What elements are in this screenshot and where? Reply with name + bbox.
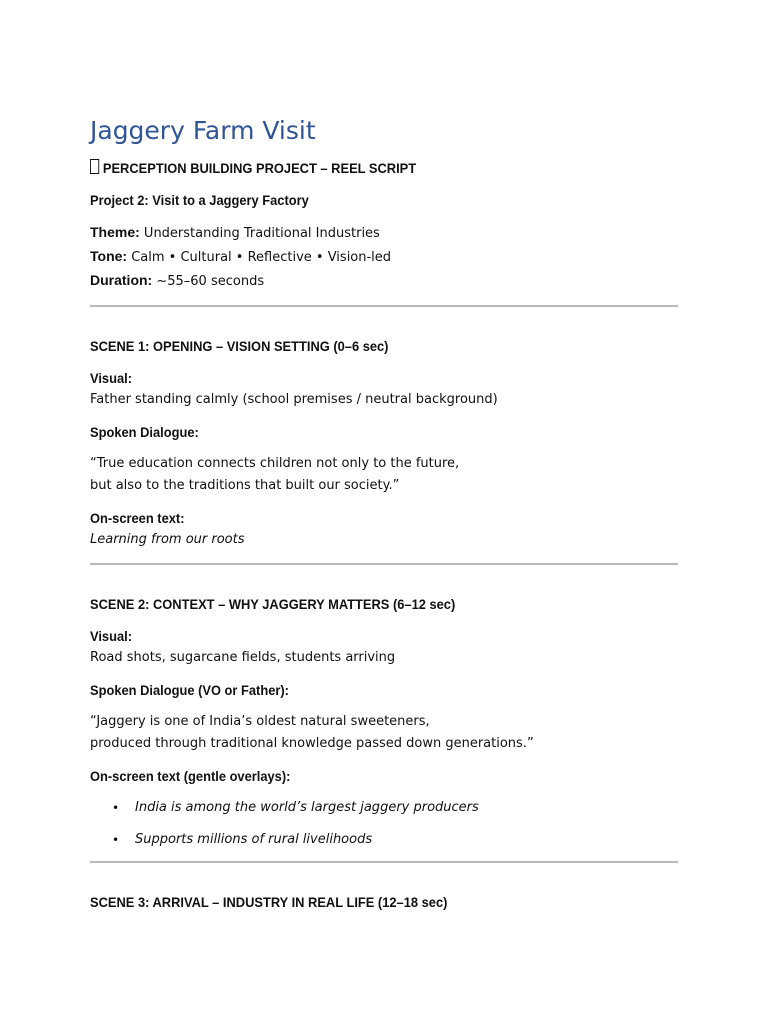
project-meta	[90, 221, 678, 293]
scene-2-onscreen-bullets	[90, 797, 678, 851]
list-item-text: India is among the world’s largest jaggery producers	[135, 800, 479, 815]
scene-1-dialogue-line: but also to the traditions that built our society.”	[90, 478, 400, 493]
duration-label: Duration:	[90, 272, 153, 288]
scene-1	[90, 335, 678, 551]
theme-label: Theme:	[90, 224, 140, 240]
list-item	[90, 829, 678, 851]
scene-2-visual-text: Road shots, sugarcane fields, students arriving	[90, 650, 396, 665]
section-divider	[90, 563, 678, 565]
scene-2-dialogue-label: Spoken Dialogue (VO or Father):	[90, 682, 289, 698]
tone-value: Calm • Cultural • Reflective • Vision-led	[127, 250, 392, 265]
list-item	[90, 797, 678, 819]
project-subtitle-text: PERCEPTION BUILDING PROJECT – REEL SCRIPT	[102, 160, 417, 176]
scene-2-onscreen-label: On-screen text (gentle overlays):	[90, 768, 291, 784]
scene-1-dialogue	[90, 453, 678, 497]
scene-2	[90, 593, 678, 851]
scene-2-visual-label: Visual:	[90, 628, 133, 644]
tone-label: Tone:	[90, 248, 128, 264]
tone-line	[90, 245, 678, 269]
section-divider	[90, 861, 678, 863]
scene-1-heading: SCENE 1: OPENING – VISION SETTING (0–6 sec)	[90, 338, 389, 354]
scene-3-heading: SCENE 3: ARRIVAL – INDUSTRY IN REAL LIFE (12–18 sec)	[90, 894, 448, 910]
scene-1-visual-label: Visual:	[90, 370, 133, 386]
section-divider	[90, 305, 678, 307]
duration-line	[90, 269, 678, 293]
project-subtitle	[90, 157, 631, 179]
duration-value: ~55–60 seconds	[152, 274, 265, 289]
document-content	[90, 113, 678, 913]
scene-2-dialogue-line: “Jaggery is one of India’s oldest natural sweeteners,	[90, 714, 430, 729]
scene-2-heading: SCENE 2: CONTEXT – WHY JAGGERY MATTERS (6–12 sec)	[90, 596, 456, 612]
scene-1-onscreen-text: Learning from our roots	[90, 532, 245, 547]
scene-1-dialogue-line: “True education connects children not only to the future,	[90, 456, 460, 471]
document-title: Jaggery Farm Visit	[90, 116, 316, 145]
list-item-text: Supports millions of rural livelihoods	[135, 832, 373, 847]
scene-1-dialogue-label: Spoken Dialogue:	[90, 424, 199, 440]
bullet-icon: •	[112, 833, 120, 847]
theme-value: Understanding Traditional Industries	[139, 226, 380, 241]
missing-glyph-box-icon	[90, 159, 99, 174]
scene-2-dialogue-line: produced through traditional knowledge passed down generations.”	[90, 736, 534, 751]
theme-line	[90, 221, 678, 245]
scene-1-onscreen-label: On-screen text:	[90, 510, 185, 526]
scene-2-dialogue	[90, 711, 678, 755]
bullet-icon: •	[112, 801, 120, 815]
project-name: Project 2: Visit to a Jaggery Factory	[90, 192, 309, 208]
scene-3	[90, 891, 678, 913]
scene-1-visual-text: Father standing calmly (school premises / neutral background)	[90, 392, 498, 407]
